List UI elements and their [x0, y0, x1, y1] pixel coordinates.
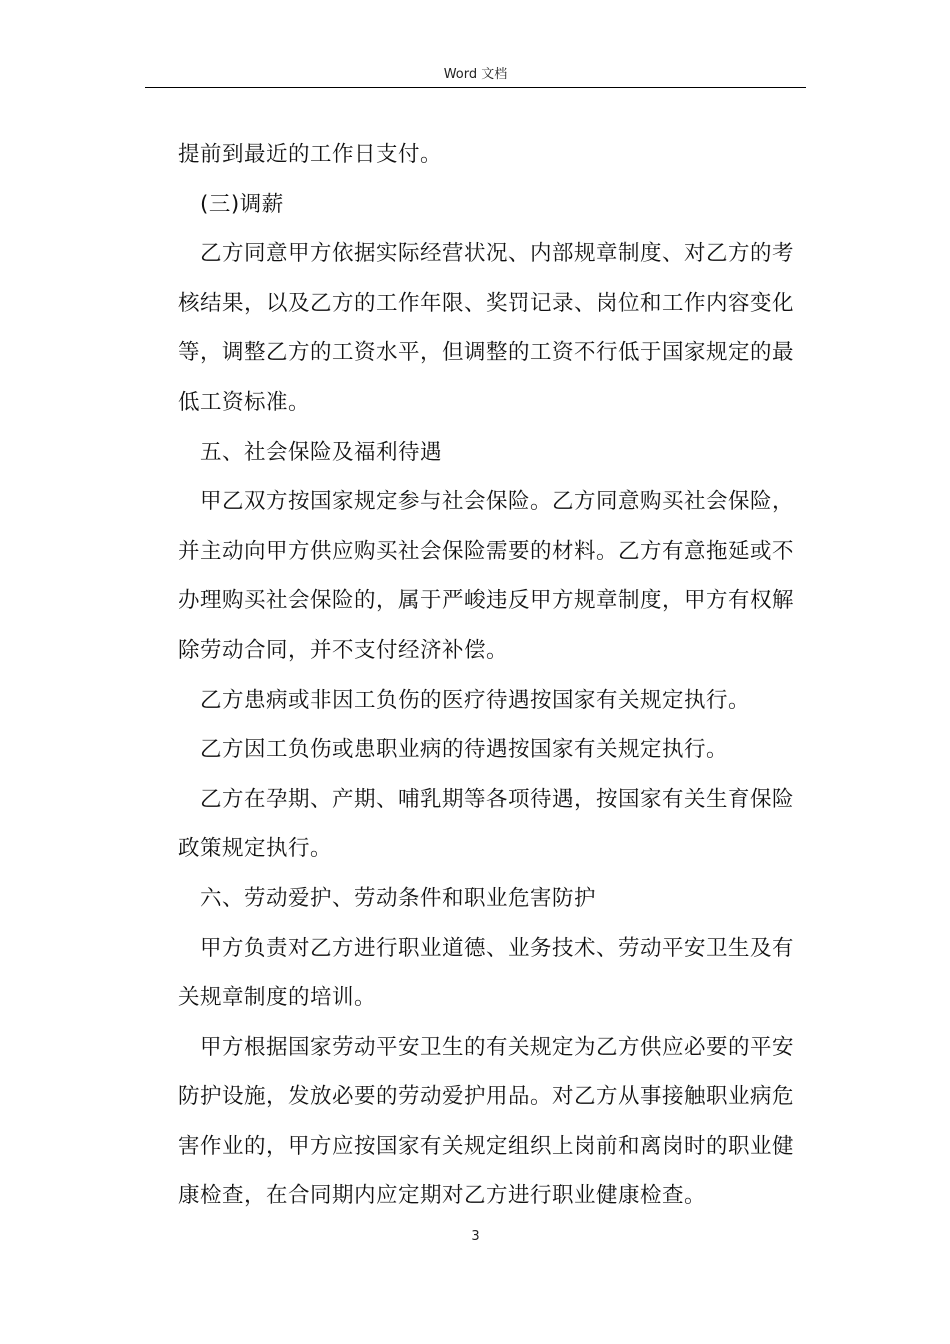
text-line: 防护设施，发放必要的劳动爱护用品。对乙方从事接触职业病危	[178, 1084, 795, 1110]
text-line: 五、社会保险及福利待遇	[200, 439, 443, 465]
text-line: 甲方根据国家劳动平安卫生的有关规定为乙方供应必要的平安	[200, 1034, 795, 1060]
document-body	[178, 130, 808, 1221]
text-line: 乙方同意甲方依据实际经营状况、内部规章制度、对乙方的考	[200, 241, 795, 267]
text-line: 甲乙双方按国家规定参与社会保险。乙方同意购买社会保险，	[200, 489, 795, 515]
text-line: 核结果，以及乙方的工作年限、奖罚记录、岗位和工作内容变化	[178, 290, 795, 316]
page-header: Word 文档	[443, 67, 508, 82]
text-line: 六、劳动爱护、劳动条件和职业危害防护	[200, 885, 597, 911]
text-line: 政策规定执行。	[178, 836, 333, 862]
text-line: 乙方因工负伤或患职业病的待遇按国家有关规定执行。	[200, 737, 729, 763]
text-line: 低工资标准。	[178, 389, 311, 415]
text-line: (三)调薪	[200, 191, 284, 217]
text-line: 乙方患病或非因工负伤的医疗待遇按国家有关规定执行。	[200, 687, 751, 713]
text-line: 关规章制度的培训。	[178, 985, 377, 1011]
text-line: 除劳动合同，并不支付经济补偿。	[178, 637, 509, 663]
text-line: 康检查，在合同期内应定期对乙方进行职业健康检查。	[178, 1183, 707, 1209]
text-line: 提前到最近的工作日支付。	[178, 142, 443, 167]
text-line: 办理购买社会保险的，属于严峻违反甲方规章制度，甲方有权解	[178, 588, 795, 614]
header-divider	[145, 87, 806, 88]
text-line: 甲方负责对乙方进行职业道德、业务技术、劳动平安卫生及有	[200, 935, 795, 961]
text-line: 乙方在孕期、产期、哺乳期等各项待遇，按国家有关生育保险	[200, 786, 795, 812]
text-line: 并主动向甲方供应购买社会保险需要的材料。乙方有意拖延或不	[178, 538, 795, 564]
text-line: 等，调整乙方的工资水平，但调整的工资不行低于国家规定的最	[178, 340, 795, 366]
text-line: 害作业的，甲方应按国家有关规定组织上岗前和离岗时的职业健	[178, 1133, 795, 1159]
page-number: 3	[471, 1229, 480, 1244]
